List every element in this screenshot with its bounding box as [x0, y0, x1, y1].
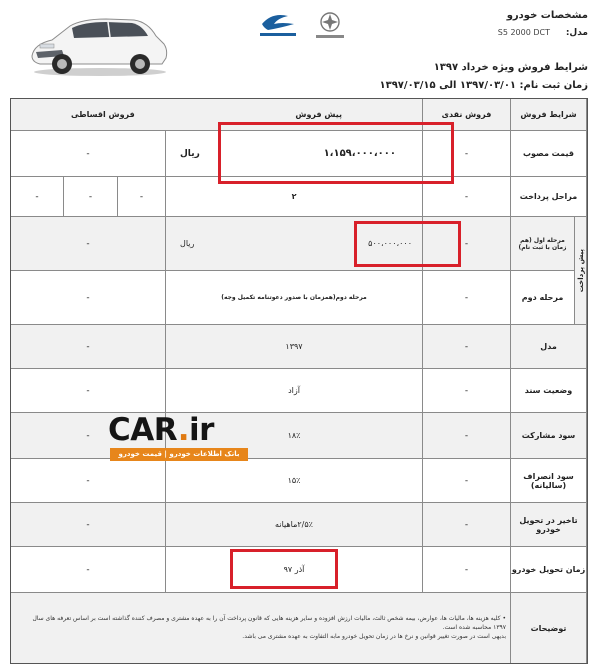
jac-logo	[304, 10, 356, 42]
spec-title: مشخصات خودرو	[506, 10, 588, 21]
first-payment-value: ۵۰۰،۰۰۰،۰۰۰	[368, 239, 412, 248]
presale-stages: ۲	[166, 177, 423, 217]
installment-partnership: -	[11, 413, 166, 459]
model-value: S5 2000 DCT	[497, 28, 550, 37]
installment-stage-1: -	[118, 177, 166, 217]
watermark-tagline: بانک اطلاعات خودرو | قیمت خودرو	[110, 448, 248, 461]
payment-group-label: پیش پرداخت	[575, 217, 587, 325]
header-cash: فروش نقدی	[423, 99, 511, 131]
header-presale: پیش فروش	[295, 110, 342, 119]
installment-first-payment: -	[11, 217, 166, 271]
highlight-delivery	[230, 549, 338, 589]
installment-delivery: -	[11, 547, 166, 593]
watermark-brand: CAR.ir	[108, 412, 214, 448]
label-partnership: سود مشارکت	[511, 413, 587, 459]
installment-cancel: -	[11, 459, 166, 503]
cash-partnership: -	[423, 413, 511, 459]
label-document: وضعیت سند	[511, 369, 587, 413]
presale-delay: ۲/۵٪ماهیانه	[166, 503, 423, 547]
presale-document: آزاد	[166, 369, 423, 413]
label-delay: تاخیر در تحویل خودرو	[511, 503, 587, 547]
cash-delivery: -	[423, 547, 511, 593]
installment-delay: -	[11, 503, 166, 547]
installment-second-payment: -	[11, 271, 166, 325]
label-cancel: سود انصراف (سالیانه)	[511, 459, 587, 503]
header-conditions: شرایط فروش	[511, 99, 587, 131]
highlight-price	[218, 122, 454, 184]
presale-model: ۱۳۹۷	[166, 325, 423, 369]
price-value: ۱،۱۵۹،۰۰۰،۰۰۰	[323, 148, 396, 159]
label-first-payment: مرحله اول (هم زمان با ثبت نام)	[511, 217, 575, 271]
highlight-first-payment	[354, 221, 461, 267]
installment-document: -	[11, 369, 166, 413]
label-second-payment: مرحله دوم	[511, 271, 575, 325]
cash-stages: -	[423, 177, 511, 217]
presale-delivery: آذر ۹۷	[166, 547, 423, 593]
price-unit: ریال	[180, 148, 200, 159]
label-price: قیمت مصوب	[511, 131, 587, 177]
cash-first-payment: -	[423, 217, 511, 271]
presale-second-payment: مرحله دوم(همزمان با صدور دعوتنامه تکمیل وجه)	[166, 271, 423, 325]
cash-cancel: -	[423, 459, 511, 503]
sale-conditions-title: شرایط فروش ویژه خرداد ۱۳۹۷	[433, 62, 588, 73]
installment-price: -	[11, 131, 166, 177]
label-notes: توضیحات	[511, 593, 587, 663]
installment-stage-3: -	[11, 177, 64, 217]
cash-model: -	[423, 325, 511, 369]
installment-model: -	[11, 325, 166, 369]
notes-line-1: • کلیه هزینه ها، مالیات ها، عوارض، بیمه شخص ثالث، مالیات ارزش افزوده و سایر هزینه هایی که قانون پرداخت آن را به عهده مشتری و مصرف کننده گذاشته است بر اساس تعرفه های سال ۱۳۹۷ محاسبه شده است.	[32, 615, 506, 631]
model-label: مدل:	[565, 28, 588, 38]
presale-partnership: ۱۸٪	[166, 413, 423, 459]
label-delivery: زمان تحویل خودرو	[511, 547, 587, 593]
cash-delay: -	[423, 503, 511, 547]
car-photo	[22, 6, 172, 78]
first-payment-unit: ریال	[180, 239, 195, 248]
farda-khodro-logo	[254, 10, 302, 42]
installment-stage-2: -	[64, 177, 118, 217]
cash-second-payment: -	[423, 271, 511, 325]
page-header	[0, 0, 600, 96]
cash-price: -	[423, 131, 511, 177]
cash-document: -	[423, 369, 511, 413]
label-model: مدل	[511, 325, 587, 369]
notes-text	[20, 614, 506, 641]
registration-time: زمان ثبت نام: ۱۳۹۷/۰۳/۰۱ الی ۱۳۹۷/۰۳/۱۵	[379, 80, 588, 91]
label-stages: مراحل پرداخت	[511, 177, 587, 217]
presale-cancel: ۱۵٪	[166, 459, 423, 503]
notes-line-2: بدیهی است در صورت تغییر قوانین و نرخ ها در زمان تحویل خودرو مابه التفاوت به عهده مشتری می باشد.	[242, 633, 506, 640]
car-ir-watermark	[108, 413, 258, 465]
header-installment: فروش اقساطی	[71, 110, 135, 119]
